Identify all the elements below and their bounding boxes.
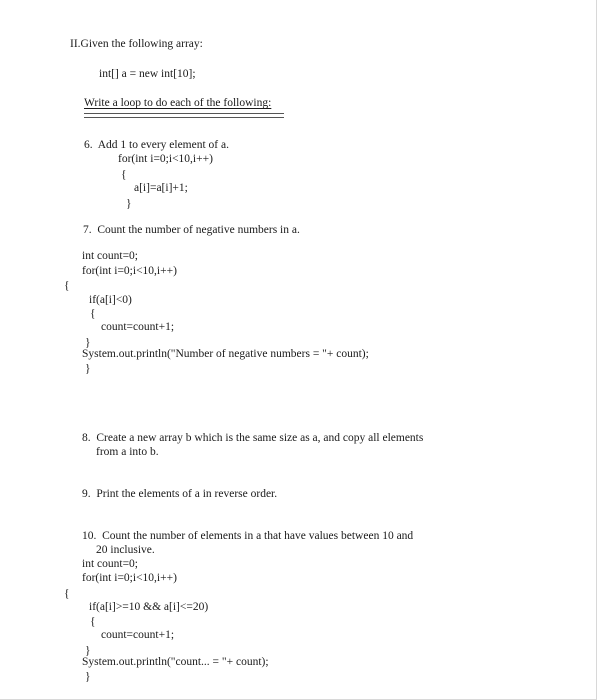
section-heading: II.Given the following array: [70,38,203,50]
q6-prompt: 6. Add 1 to every element of a. [84,139,229,151]
q7-code-line: count=count+1; [101,321,175,333]
q10-prompt-continued: 20 inclusive. [96,544,155,556]
q10-code-line: } [85,645,91,657]
q7-code-line: { [64,280,70,292]
q10-code-line: { [90,616,96,628]
q7-code-line: } [85,337,91,349]
q7-code-line: if(a[i]<0) [89,294,132,306]
q7-code-line: } [85,363,91,375]
q9-prompt: 9. Print the elements of a in reverse order. [82,488,278,500]
q10-code-line: for(int i=0;i<10,i++) [82,572,177,584]
q10-code-line: if(a[i]>=10 && a[i]<=20) [89,601,209,613]
double-rule-divider [84,113,284,118]
q8-prompt: 8. Create a new array b which is the same size as a, and copy all elements [82,432,424,444]
q10-prompt: 10. Count the number of elements in a that have values between 10 and [82,530,414,542]
q6-code-line: { [121,169,127,181]
q6-code-line: for(int i=0;i<10,i++) [118,153,213,165]
q7-prompt: 7. Count the number of negative numbers in a. [83,224,300,236]
q10-code-line: { [64,588,70,600]
q7-code-line: System.out.println("Number of negative numbers = "+ count); [82,348,369,360]
instruction-text: Write a loop to do each of the following: [84,97,272,109]
array-declaration: int[] a = new int[10]; [99,68,196,80]
q8-prompt-continued: from a into b. [96,446,159,458]
q6-code-line: a[i]=a[i]+1; [134,182,188,194]
q7-code-line: { [90,308,96,320]
q7-code-line: int count=0; [82,250,138,262]
q10-code-line: System.out.println("count... = "+ count); [82,656,269,668]
q7-code-line: for(int i=0;i<10,i++) [82,265,177,277]
q10-code-line: } [85,671,91,683]
q10-code-line: int count=0; [82,558,138,570]
q10-code-line: count=count+1; [101,629,175,641]
q6-code-line: } [126,198,132,210]
